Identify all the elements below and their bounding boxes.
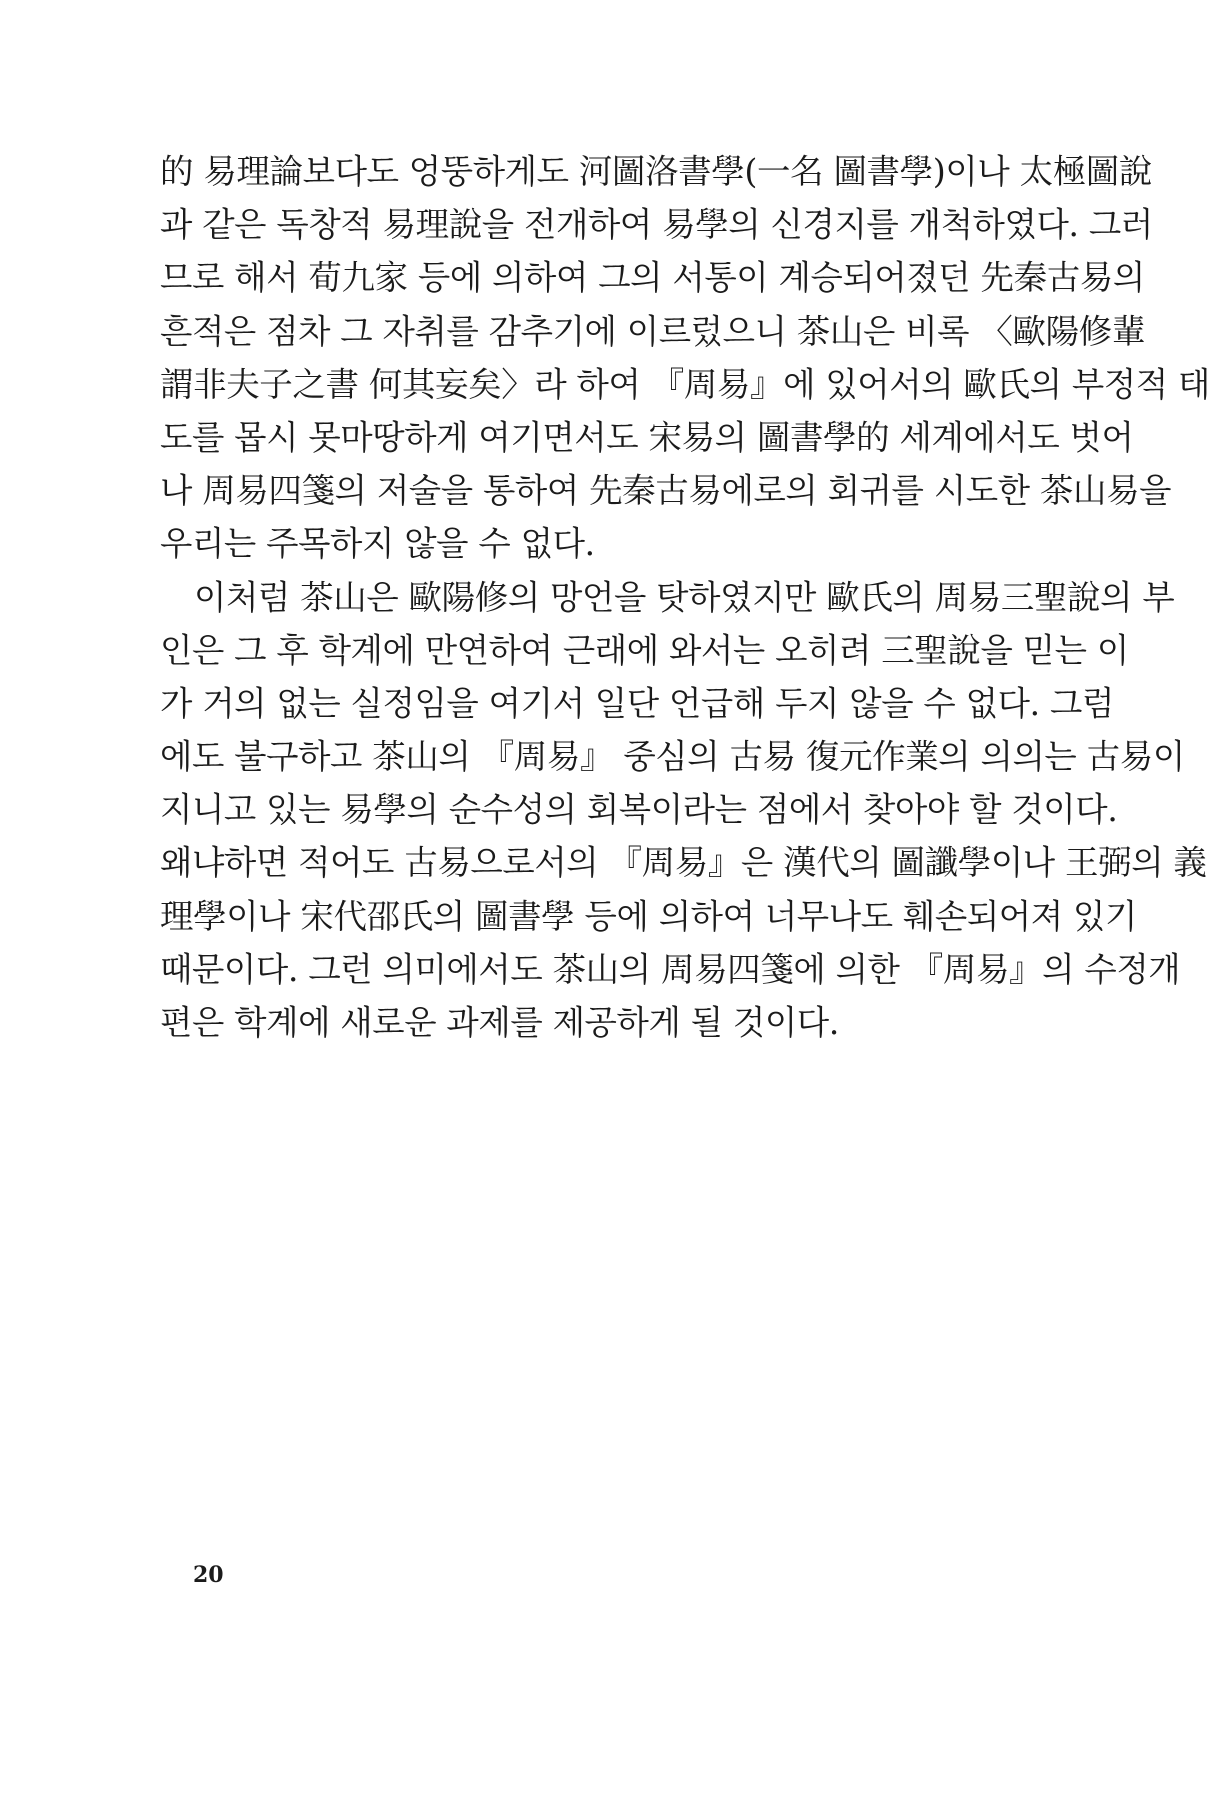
text-line: 왜냐하면 적어도 古易으로서의 『周易』은 漢代의 圖讖學이나 王弼의 義 — [160, 843, 1207, 883]
text-line: 가 거의 없는 실정임을 여기서 일단 언급해 두지 않을 수 없다. 그럼 — [160, 683, 1114, 723]
text-line: 과 같은 독창적 易理說을 전개하여 易學의 신경지를 개척하였다. 그러 — [160, 205, 1153, 245]
text-line: 때문이다. 그런 의미에서도 茶山의 周易四箋에 의한 『周易』의 수정개 — [160, 949, 1181, 989]
paragraph-1 — [160, 145, 1210, 571]
text-line: 나 周易四箋의 저술을 통하여 先秦古易에로의 회귀를 시도한 茶山易을 — [160, 471, 1172, 511]
paragraph-2 — [160, 571, 1207, 1050]
text-line: 的 易理論보다도 엉뚱하게도 河圖洛書學(一名 圖書學)이나 太極圖說 — [160, 152, 1152, 191]
text-line: 이처럼 茶山은 歐陽修의 망언을 탓하였지만 歐氏의 周易三聖說의 부 — [194, 577, 1175, 617]
body-text — [160, 145, 1210, 1049]
page-number: 20 — [193, 1562, 224, 1588]
text-line: 도를 몹시 못마땅하게 여기면서도 宋易의 圖書學的 세계에서도 벗어 — [160, 417, 1134, 457]
text-line: 편은 학계에 새로운 과제를 제공하게 될 것이다. — [160, 1003, 839, 1042]
text-line: 지니고 있는 易學의 순수성의 회복이라는 점에서 찾아야 할 것이다. — [160, 790, 1118, 830]
text-line: 므로 해서 荀九家 등에 의하여 그의 서통이 계승되어졌던 先秦古易의 — [160, 258, 1145, 298]
text-line: 謂非夫子之書 何其妄矣〉라 하여 『周易』에 있어서의 歐氏의 부정적 태 — [160, 364, 1210, 404]
text-line: 인은 그 후 학계에 만연하여 근래에 와서는 오히려 三聖說을 믿는 이 — [160, 630, 1129, 670]
text-line: 理學이나 宋代邵氏의 圖書學 등에 의하여 너무나도 훼손되어져 있기 — [160, 896, 1137, 936]
text-line: 우리는 주목하지 않을 수 없다. — [160, 524, 595, 564]
text-line: 흔적은 점차 그 자취를 감추기에 이르렀으니 茶山은 비록 〈歐陽修輩 — [160, 311, 1145, 351]
text-line: 에도 불구하고 茶山의 『周易』 중심의 古易 復元作業의 의의는 古易이 — [160, 737, 1185, 777]
